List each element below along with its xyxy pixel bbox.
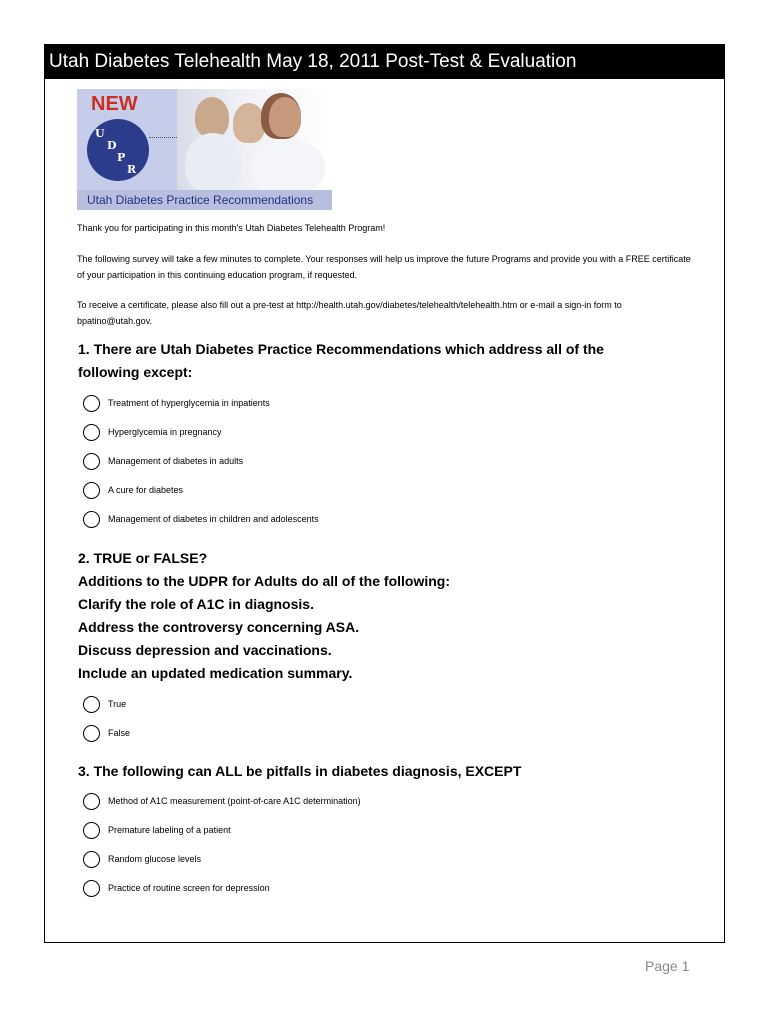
intro-certificate-info: To receive a certificate, please also fill out a pre-test at http://health.utah.gov/diabetes/telehealth/telehealth.htm or e-mail a sign-in form to bpatino@utah.gov. [77, 300, 622, 326]
form-title: Utah Diabetes Telehealth May 18, 2011 Post-Test & Evaluation [45, 45, 724, 79]
radio-button[interactable] [83, 880, 100, 897]
q3-option-3[interactable]: Random glucose levels [83, 849, 201, 869]
question-2: 2. TRUE or FALSE? Additions to the UDPR for Adults do all of the following: Clarify the role of A1C in diagnosis. Address the controversy concerning ASA. Discuss depression and vaccinations. Include an updated medication summary. [78, 550, 450, 681]
question-3: 3. The following can ALL be pitfalls in diabetes diagnosis, EXCEPT [78, 763, 522, 779]
question-1: 1. There are Utah Diabetes Practice Recommendations which address all of the following except: [78, 341, 604, 380]
q3-option-1[interactable]: Method of A1C measurement (point-of-care A1C determination) [83, 791, 361, 811]
radio-button[interactable] [83, 696, 100, 713]
new-badge: NEW [91, 93, 138, 115]
radio-button[interactable] [83, 453, 100, 470]
survey-frame [44, 44, 725, 943]
radio-button[interactable] [83, 851, 100, 868]
intro-thanks: Thank you for participating in this month's Utah Diabetes Telehealth Program! [77, 223, 386, 233]
logo-caption: Utah Diabetes Practice Recommendations [77, 190, 332, 210]
radio-button[interactable] [83, 424, 100, 441]
q1-option-4[interactable]: A cure for diabetes [83, 480, 183, 500]
radio-button[interactable] [83, 822, 100, 839]
radio-button[interactable] [83, 395, 100, 412]
udpr-logo [77, 89, 332, 210]
q1-option-3[interactable]: Management of diabetes in adults [83, 451, 243, 471]
q3-option-2[interactable]: Premature labeling of a patient [83, 820, 231, 840]
clinicians-photo [177, 89, 332, 191]
q2-option-false[interactable]: False [83, 723, 130, 743]
q1-option-5[interactable]: Management of diabetes in children and adolescents [83, 509, 319, 529]
page-number: Page 1 [645, 958, 690, 974]
radio-button[interactable] [83, 725, 100, 742]
radio-button[interactable] [83, 793, 100, 810]
q1-option-1[interactable]: Treatment of hyperglycemia in inpatients [83, 393, 270, 413]
radio-button[interactable] [83, 482, 100, 499]
radio-button[interactable] [83, 511, 100, 528]
q1-option-2[interactable]: Hyperglycemia in pregnancy [83, 422, 222, 442]
q3-option-4[interactable]: Practice of routine screen for depression [83, 878, 270, 898]
udpr-circle: U D P R [87, 119, 149, 181]
q2-option-true[interactable]: True [83, 694, 126, 714]
intro-survey-info: The following survey will take a few minutes to complete. Your responses will help us improve the future Programs and provide you with a FREE certificate of your participation in this continuing education program, if requested. [77, 254, 691, 280]
